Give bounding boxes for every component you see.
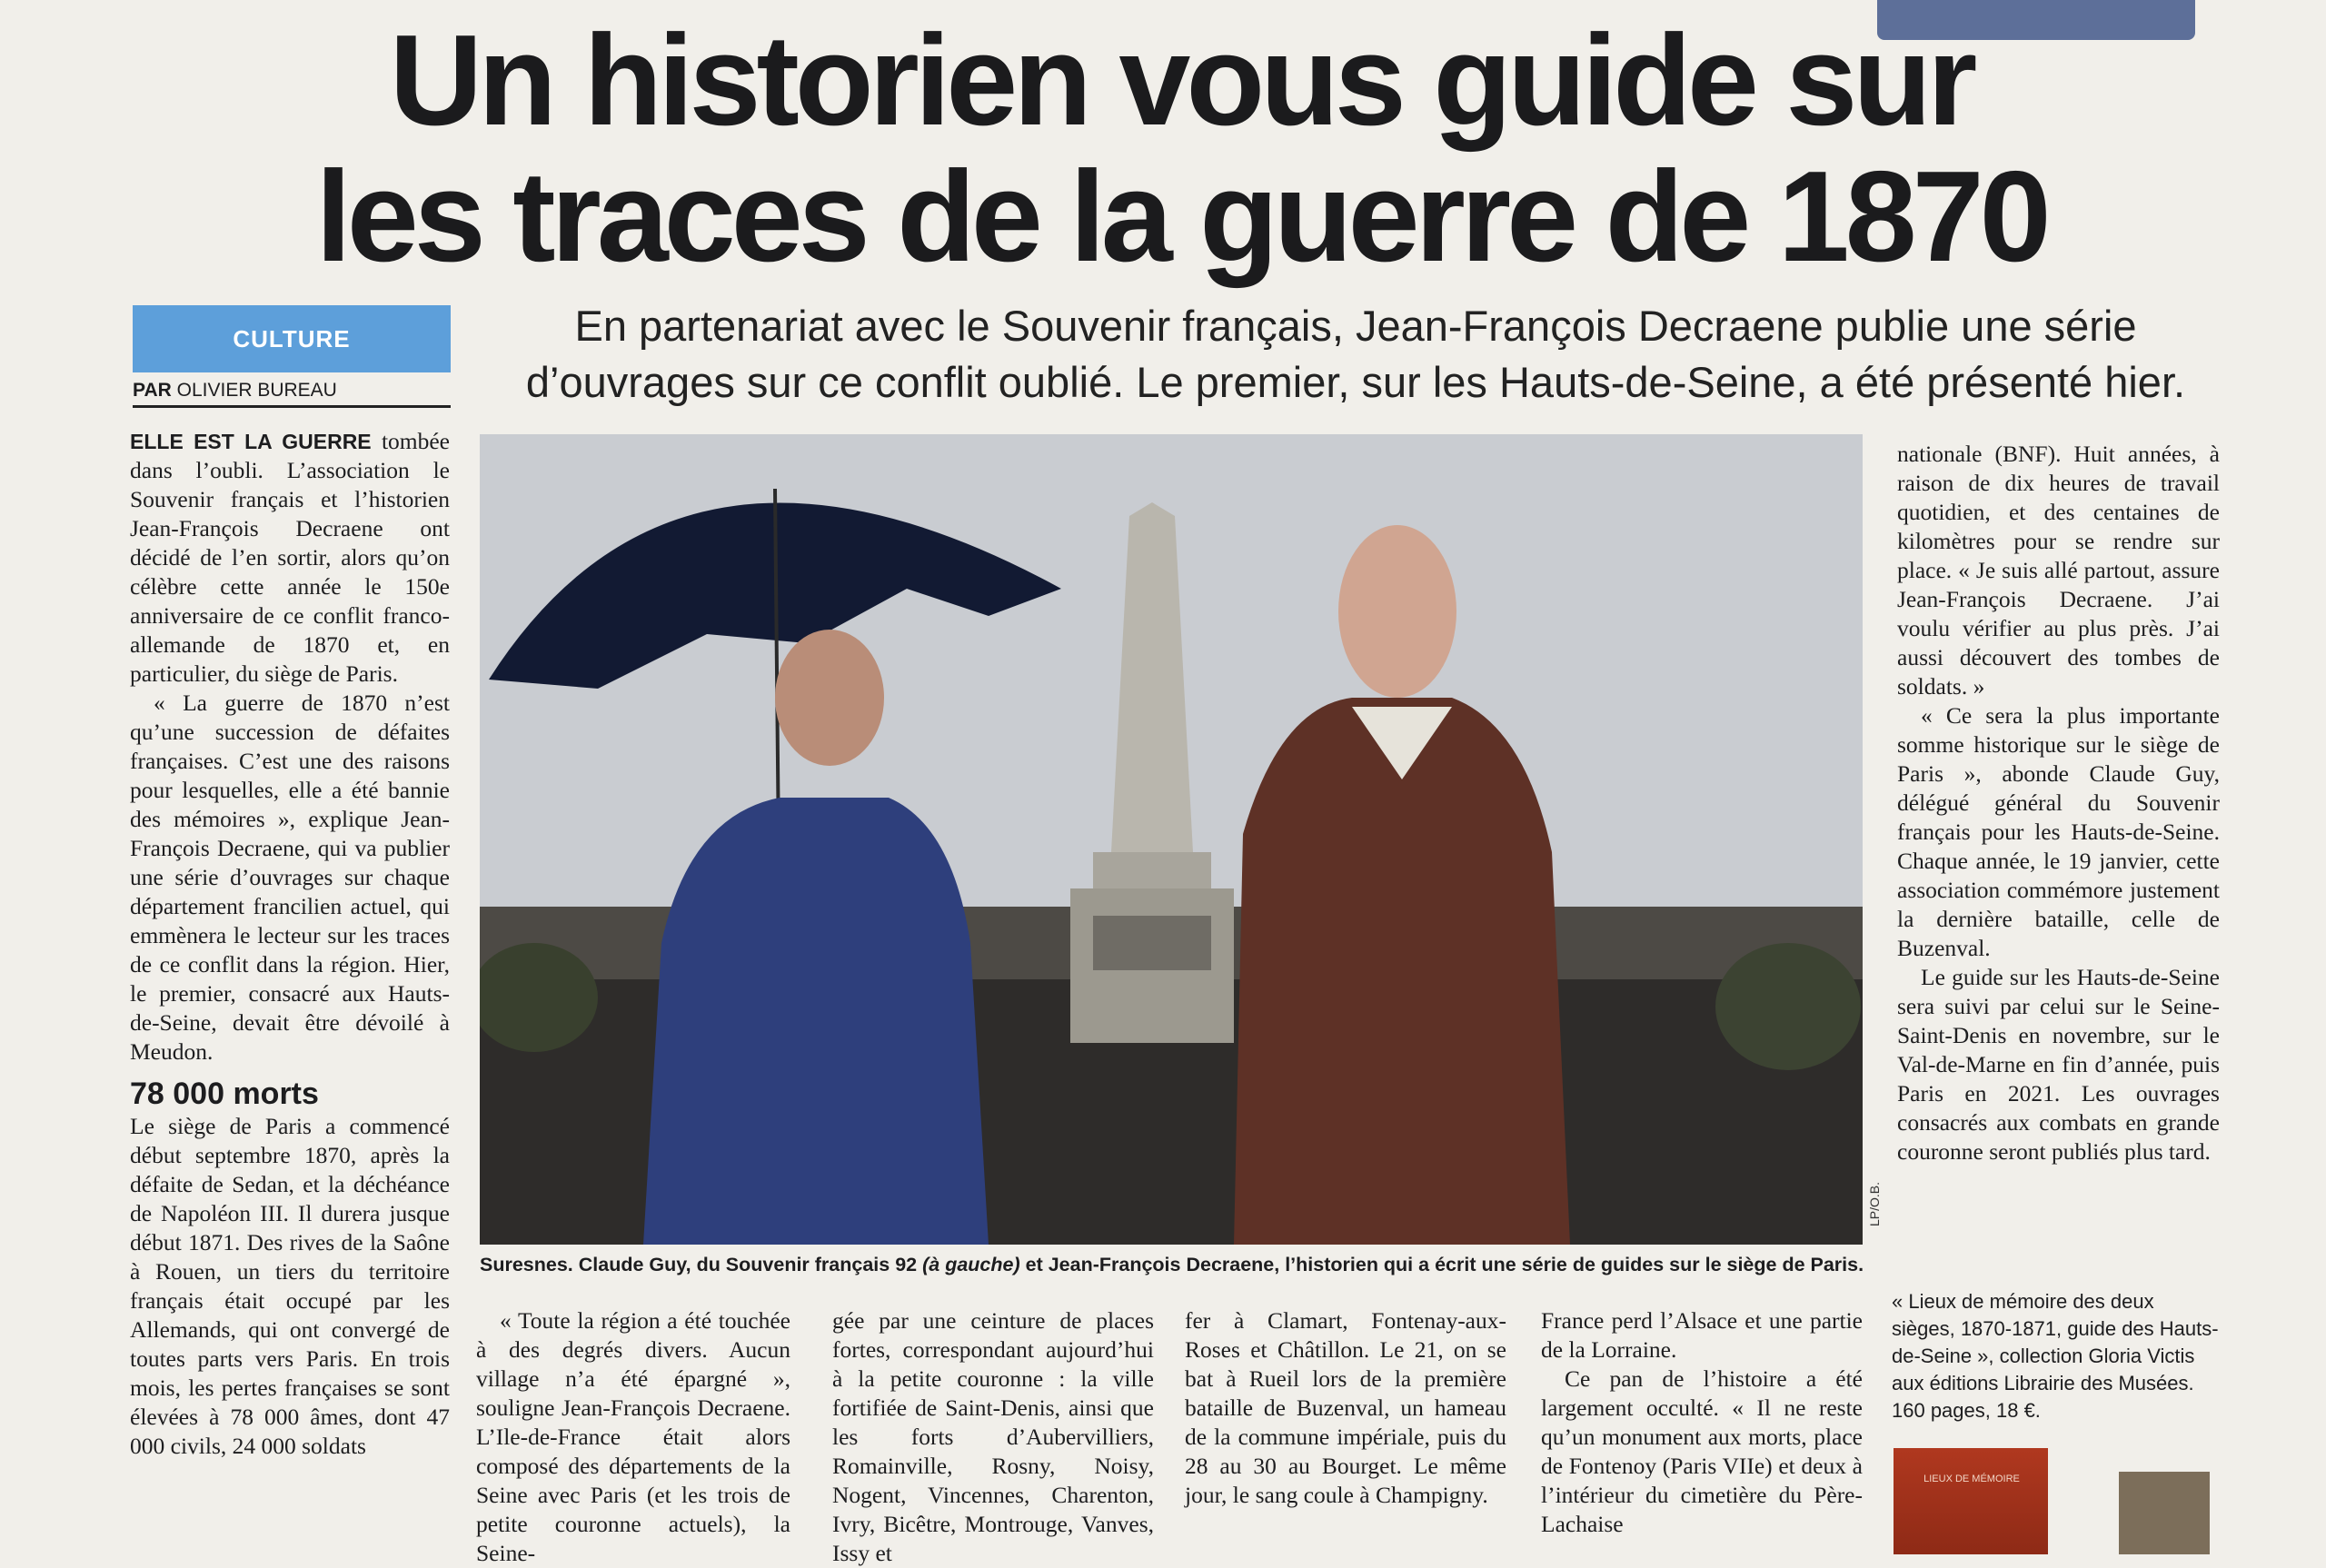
byline: [133, 380, 451, 408]
soldier-thumbnail: [2119, 1472, 2210, 1554]
article-column-3: gée par une ceinture de places fortes, correspondant aujourd’hui à la petite couronne : la ville fortifiée de Saint-Denis, ainsi que les forts d’Aubervilliers, Romainville, Rosny, Noisy, Nogent, Vincennes, Charenton, Ivry, Bicêtre, Montrouge, Vanves, Issy et: [832, 1307, 1154, 1566]
right-paragraph-2: « Ce sera la plus importante somme historique sur le siège de Paris », abonde Claude Guy, délégué général du Souvenir français pour les Hauts-de-Seine. Chaque année, le 19 janvier, cette association commémore justement la dernière bataille, celle de Buzenval.: [1897, 702, 2220, 961]
photo-caption: Suresnes. Claude Guy, du Souvenir français 92 (à gauche) et Jean-François Decraene, l’historien qui a écrit une série de guides sur le siège de Paris.: [480, 1254, 1864, 1275]
right-paragraph-1: nationale (BNF). Huit années, à raison de dix heures de travail quotidien, et des centaines de kilomètres pour se rendre sur place. « Je suis allé partout, assure Jean-François Decraene. J’ai voulu vérifier au plus près. J’ai aussi découvert des tombes de soldats. »: [1897, 441, 2220, 700]
rubric-badge: CULTURE: [133, 305, 451, 372]
byline-prefix: PAR: [133, 380, 172, 401]
man-right-coat: [1234, 698, 1570, 1245]
col1-paragraph-1: ELLE EST LA GUERRE tombée dans l’oubli. L’association le Souvenir français et l’historien Jean-François Decraene ont décidé de l’en sortir, alors qu’on célèbre cette année le 150e anniversaire de ce conflit franco-allemande de 1870 et, en particulier, du siège de Paris.: [130, 428, 451, 687]
article-column-2: « Toute la région a été touchée à des degrés divers. Aucun village n’a été épargné », souligne Jean-François Decraene. L’Ile-de-France était alors composé des départements de la Seine avec Paris (et les trois de petite couronne actuels), la Seine-: [476, 1307, 790, 1566]
article-column-5: France perd l’Alsace et une partie de la Lorraine. Ce pan de l’histoire a été largement occulté. « Il ne reste qu’un monument aux morts, place de Fontenoy (Paris VIIe) et deux à l’intérieur du cimetière du Père-Lachaise: [1541, 1307, 1863, 1537]
col1-paragraph-2: « La guerre de 1870 n’est qu’une succession de défaites françaises. C’est une des raisons pour lesquelles, elle a été bannie des mémoires », explique Jean-François Decraene, qui va publier une série d’ouvrages sur chaque département francilien actuel, qui emmènera le lecteur sur les traces de ce conflit dans la région. Hier, le premier, consacré aux Hauts-de-Seine, devait être dévoilé à Meudon.: [130, 690, 450, 1065]
photo-credit: LP/O.B.: [1867, 1181, 1882, 1226]
standfirst-line-1: En partenariat avec le Souvenir français, Jean-François Decraene publie une série: [574, 302, 2137, 350]
man-left-coat: [643, 798, 989, 1245]
col1-paragraph-3: Le siège de Paris a commencé début septembre 1870, après la défaite de Sedan, et la déchéance de Napoléon III. Il durera jusque début 1871. Des rives de la Saône à Rouen, un tiers du territoire français était occupé par les Allemands, qui ont convergé de toutes parts vers Paris. En trois mois, les pertes françaises se sont élevées à 78 000 âmes, dont 47 000 civils, 24 000 soldats: [130, 1113, 450, 1459]
standfirst-line-2: d’ouvrages sur ce conflit oublié. Le premier, sur les Hauts-de-Seine, a été présenté hier.: [525, 358, 2186, 406]
photo-illustration: [480, 434, 1863, 1245]
headline: [164, 8, 2199, 289]
headline-line-1: Un historien vous guide sur: [389, 8, 1973, 153]
article-photo: [480, 434, 1863, 1245]
article-column-right: [1897, 440, 2220, 1166]
subhead: 78 000 morts: [130, 1077, 319, 1111]
lead-in: ELLE EST LA GUERRE: [130, 430, 372, 453]
standfirst: [483, 298, 2228, 411]
book-cover: [1894, 1448, 2048, 1554]
article-column-1: [130, 427, 450, 1461]
book-reference: « Lieux de mémoire des deux sièges, 1870-1871, guide des Hauts-de-Seine », collection Gloria Victis aux éditions Librairie des Musées. 160 pages, 18 €.: [1892, 1290, 2219, 1422]
article-column-4: fer à Clamart, Fontenay-aux-Roses et Châtillon. Le 21, on se bat à Rueil lors de la première bataille de Buzenval, un hameau de la commune impériale, puis du 28 au 30 au Bourget. Le même jour, le sang coule à Champigny.: [1185, 1307, 1506, 1508]
byline-author: OLIVIER BUREAU: [176, 380, 337, 401]
book-cover-title: LIEUX DE MÉMOIRE: [1923, 1474, 2020, 1484]
headline-line-2: les traces de la guerre de 1870: [315, 144, 2047, 289]
right-paragraph-3: Le guide sur les Hauts-de-Seine sera suivi par celui sur le Seine-Saint-Denis en novembre, sur le Val-de-Marne en fin d’année, puis Paris en 2021. Les ouvrages consacrés aux combats en grande couronne seront publiés plus tard.: [1897, 964, 2220, 1165]
